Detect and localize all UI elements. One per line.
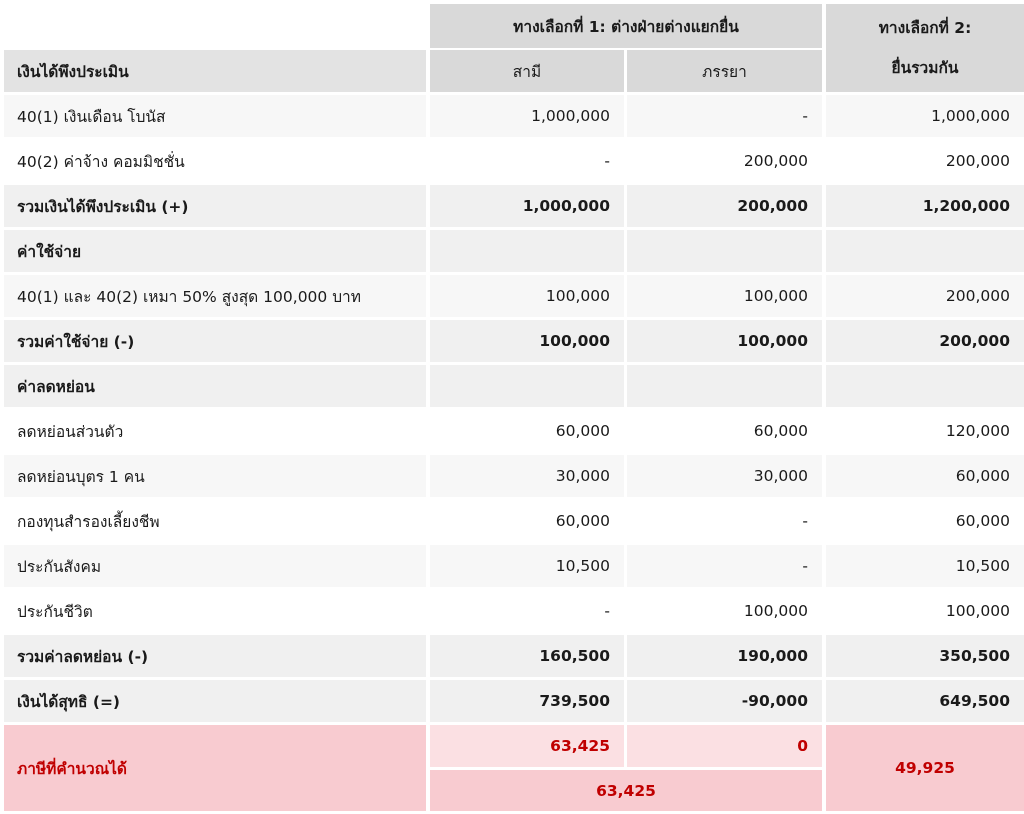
wife-value: 200,000 (627, 140, 822, 182)
tax-separate-total: 63,425 (430, 770, 822, 811)
row-label: ลดหย่อนส่วนตัว (4, 410, 426, 452)
wife-value: 100,000 (627, 275, 822, 317)
husband-value: 10,500 (430, 545, 624, 587)
wife-column-header: ภรรยา (627, 50, 822, 92)
joint-value: 120,000 (826, 410, 1024, 452)
row-label: รวมค่าใช้จ่าย (-) (4, 320, 426, 362)
joint-value: 60,000 (826, 500, 1024, 542)
joint-value: 1,000,000 (826, 95, 1024, 137)
wife-value: - (627, 545, 822, 587)
husband-value: - (430, 140, 624, 182)
joint-value: 200,000 (826, 275, 1024, 317)
row-label: รวมเงินได้พึงประเมิน (+) (4, 185, 426, 227)
wife-value (627, 365, 822, 407)
husband-value (430, 365, 624, 407)
joint-value: 649,500 (826, 680, 1024, 722)
husband-value: 100,000 (430, 275, 624, 317)
wife-value: 190,000 (627, 635, 822, 677)
row-label: 40(1) เงินเดือน โบนัส (4, 95, 426, 137)
husband-value: 60,000 (430, 410, 624, 452)
joint-value: 100,000 (826, 590, 1024, 632)
husband-value: 100,000 (430, 320, 624, 362)
tax-wife: 0 (627, 725, 822, 767)
wife-value: 100,000 (627, 590, 822, 632)
wife-value: 200,000 (627, 185, 822, 227)
joint-value: 350,500 (826, 635, 1024, 677)
husband-value: 1,000,000 (430, 185, 624, 227)
joint-value: 200,000 (826, 320, 1024, 362)
husband-value: 1,000,000 (430, 95, 624, 137)
joint-value: 60,000 (826, 455, 1024, 497)
tax-husband: 63,425 (430, 725, 624, 767)
joint-value (826, 230, 1024, 272)
row-label: รวมค่าลดหย่อน (-) (4, 635, 426, 677)
row-label: ประกันสังคม (4, 545, 426, 587)
row-label: ลดหย่อนบุตร 1 คน (4, 455, 426, 497)
wife-value: 30,000 (627, 455, 822, 497)
husband-value: - (430, 590, 624, 632)
tax-label: ภาษีที่คำนวณได้ (4, 725, 426, 811)
joint-value: 200,000 (826, 140, 1024, 182)
wife-value (627, 230, 822, 272)
row-label: 40(2) ค่าจ้าง คอมมิชชั่น (4, 140, 426, 182)
joint-value: 1,200,000 (826, 185, 1024, 227)
husband-value: 60,000 (430, 500, 624, 542)
row-label: ประกันชีวิต (4, 590, 426, 632)
option1-header: ทางเลือกที่ 1: ต่างฝ่ายต่างแยกยื่น (430, 4, 822, 48)
wife-value: 60,000 (627, 410, 822, 452)
husband-value: 739,500 (430, 680, 624, 722)
row-label: ค่าลดหย่อน (4, 365, 426, 407)
husband-value: 160,500 (430, 635, 624, 677)
option2-header-line2: ยื่นรวมกัน (891, 59, 959, 77)
wife-value: -90,000 (627, 680, 822, 722)
row-label: 40(1) และ 40(2) เหมา 50% สูงสุด 100,000 บาท (4, 275, 426, 317)
income-header-label: เงินได้พึงประเมิน (4, 50, 426, 92)
joint-value (826, 365, 1024, 407)
option2-header (826, 4, 1024, 92)
wife-value: - (627, 500, 822, 542)
row-label: เงินได้สุทธิ (=) (4, 680, 426, 722)
tax-joint: 49,925 (826, 725, 1024, 811)
row-label: กองทุนสำรองเลี้ยงชีพ (4, 500, 426, 542)
option2-header-line1: ทางเลือกที่ 2: (878, 19, 972, 37)
row-label: ค่าใช้จ่าย (4, 230, 426, 272)
joint-value: 10,500 (826, 545, 1024, 587)
wife-value: 100,000 (627, 320, 822, 362)
husband-value (430, 230, 624, 272)
wife-value: - (627, 95, 822, 137)
husband-value: 30,000 (430, 455, 624, 497)
husband-column-header: สามี (430, 50, 624, 92)
